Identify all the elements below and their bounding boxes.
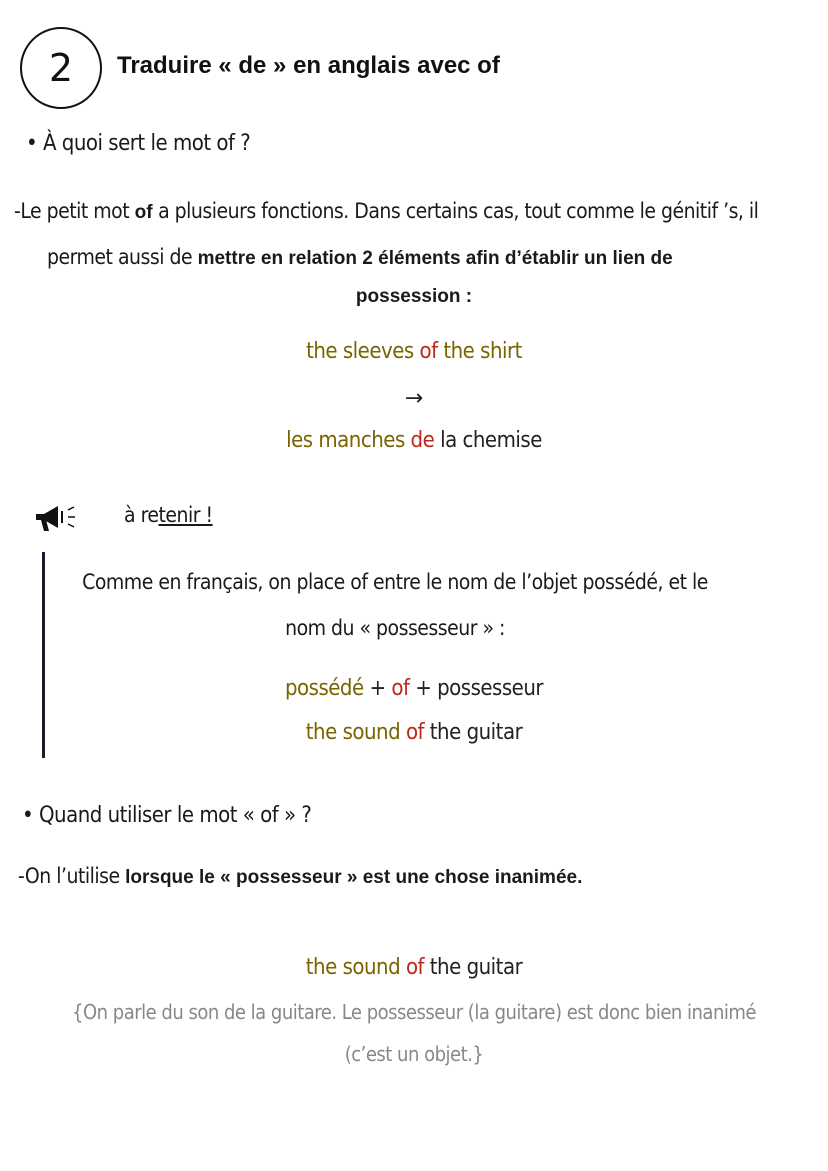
retenir-underlined: tenir ! [158, 503, 213, 527]
example-word: the sound [305, 720, 406, 745]
paragraph-text: -Le petit mot [14, 199, 135, 223]
formula-term: possédé [284, 676, 364, 701]
megaphone-icon [34, 502, 82, 534]
example-word: the sound [305, 955, 406, 980]
example-guitar [0, 955, 828, 980]
example-word: la chemise [434, 428, 542, 453]
question-1-text: À quoi sert le mot of ? [42, 131, 251, 156]
rule-example [0, 720, 828, 745]
paragraph-1-line-3 [0, 286, 828, 308]
note-line-2: (c’est un objet.} [344, 1042, 484, 1066]
section-number: 2 [48, 46, 74, 90]
formula-term: possesseur [437, 676, 544, 701]
example-word: the sleeves [306, 339, 420, 364]
example-french [0, 428, 828, 453]
example-keyword: of [405, 720, 425, 745]
retenir-text: à re [124, 503, 159, 527]
rule-formula [0, 676, 828, 701]
formula-plus: + [409, 676, 438, 701]
paragraph-text: a plusieurs fonctions. Dans certains cas, tout comme le génitif ’s, il [152, 199, 759, 223]
rule-line-1: Comme en français, on place of entre le nom de l’objet possédé, et le [82, 570, 708, 594]
example-keyword: of [419, 339, 438, 364]
example-word: the shirt [437, 339, 522, 364]
retenir-label [124, 503, 213, 527]
example-english [0, 339, 828, 364]
bold-phrase: possession : [355, 286, 473, 307]
bold-keyword: of [134, 202, 153, 223]
rule-line-2: nom du « possesseur » : [285, 616, 505, 640]
page-title: Traduire « de » en anglais avec of [117, 52, 500, 79]
paragraph-text: permet aussi de [47, 245, 198, 269]
formula-keyword: of [391, 676, 410, 701]
bullet: • [26, 131, 38, 156]
bold-phrase: mettre en relation 2 éléments afin d’établir un lien de [197, 248, 673, 269]
bold-phrase: lorsque le « possesseur » est une chose inanimée. [125, 867, 583, 888]
example-keyword: de [410, 428, 435, 453]
question-1 [26, 131, 250, 156]
note-line-1: {On parle du son de la guitare. Le possesseur (la guitare) est donc bien inanimé [72, 1000, 756, 1024]
example-keyword: of [405, 955, 425, 980]
paragraph-1-line-1 [14, 199, 824, 224]
paragraph-2 [18, 864, 582, 889]
example-word: les manches [286, 428, 411, 453]
example-word: the guitar [424, 720, 523, 745]
question-2-text: Quand utiliser le mot « of » ? [38, 803, 312, 828]
paragraph-1-line-2 [47, 245, 828, 270]
example-word: the guitar [424, 955, 523, 980]
formula-plus: + [363, 676, 392, 701]
section-number-circle [20, 27, 102, 109]
bullet: • [22, 803, 34, 828]
right-arrow-icon: → [404, 386, 424, 411]
question-2 [22, 803, 311, 828]
paragraph-text: -On l’utilise [18, 864, 126, 888]
